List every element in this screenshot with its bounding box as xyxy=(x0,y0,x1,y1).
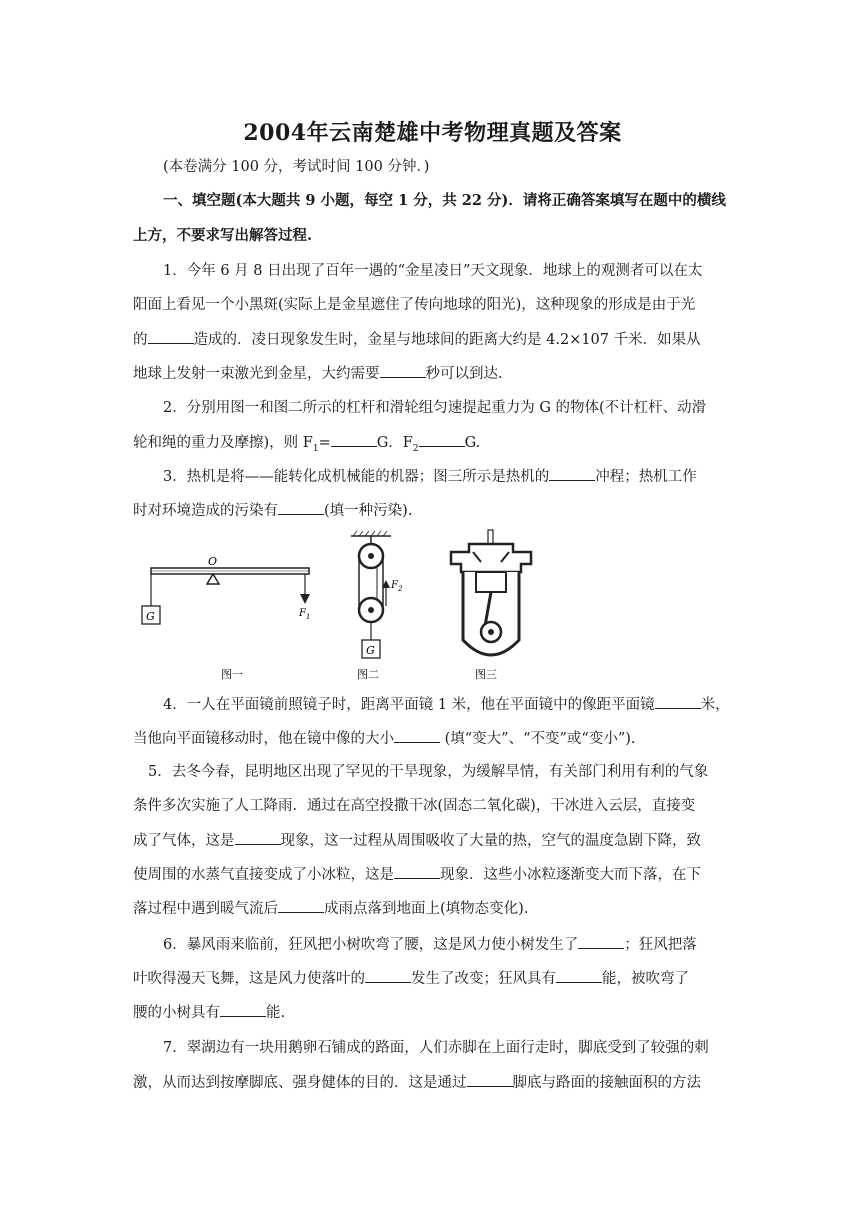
fulcrum xyxy=(207,574,219,584)
q5-line5-text-a: 落过程中遇到暖气流后 xyxy=(133,901,278,917)
answer-blank[interactable] xyxy=(278,500,324,515)
q5-line1: 5．去冬今春，昆明地区出现了罕见的干旱现象，为缓解旱情，有关部门利用有利的气象 xyxy=(148,764,709,780)
q1-line1: 1．今年 6 月 8 日出现了百年一遇的“金星凌日”天文现象．地球上的观测者可以在太 xyxy=(163,263,703,279)
pulley-figure xyxy=(351,531,403,681)
q6-line2-text-b: 发生了改变；狂风具有 xyxy=(411,971,556,987)
q6-line3 xyxy=(133,1002,743,1023)
answer-blank[interactable] xyxy=(148,329,194,344)
q4-line1-text-a: 4．一人在平面镜前照镜子时，距离平面镜 1 米，他在平面镜中的像距平面镜 xyxy=(163,697,655,713)
q7-line2 xyxy=(133,1072,743,1093)
figures-svg xyxy=(133,528,553,688)
caption-fig2: 图二 xyxy=(357,668,379,681)
page-title: 2004年云南楚雄中考物理真题及答案 xyxy=(243,120,622,146)
q4-line2 xyxy=(133,728,743,749)
force-arrow-f1 xyxy=(300,594,310,604)
q4-line1-text-b: 米， xyxy=(700,697,730,713)
q1-line3-text-a: 的 xyxy=(133,332,148,348)
q3-line2-text-b: (填一种污染). xyxy=(324,503,413,519)
q3-line1-text-b: 冲程；热机工作 xyxy=(595,469,697,485)
answer-blank[interactable] xyxy=(394,864,440,879)
q1-line3 xyxy=(133,329,743,350)
q6-line1-text-b: ；狂风把落 xyxy=(624,937,697,953)
q3-line2 xyxy=(133,500,743,521)
q2-line2-text-b: = xyxy=(318,435,331,451)
answer-blank[interactable] xyxy=(419,432,465,447)
q6-line3-text-a: 腰的小树具有 xyxy=(133,1005,220,1021)
q5-line4-text-b: 现象．这些小冰粒逐渐变大而下落，在下 xyxy=(440,867,701,883)
q2-line1: 2．分别用图一和图二所示的杠杆和滑轮组匀速提起重力为 G 的物体(不计杠杆、动滑 xyxy=(163,400,707,416)
section1-heading-line2: 上方，不要求写出解答过程. xyxy=(133,227,313,244)
q5-line3-text-b: 现象，这一过程从周围吸收了大量的热，空气的温度急剧下降，致 xyxy=(280,833,701,849)
label-f2: $F_2$ xyxy=(391,580,403,593)
q5-line5 xyxy=(133,898,743,919)
answer-blank[interactable] xyxy=(467,1072,513,1087)
section1-heading-line1: 一、填空题(本大题共 9 小题，每空 1 分，共 22 分)．请将正确答案填写在题中的横线 xyxy=(163,192,726,209)
q5-line5-text-b: 成雨点落到地面上(填物态变化). xyxy=(324,901,529,917)
q7-line1: 7．翠湖边有一块用鹅卵石铺成的路面，人们赤脚在上面行走时，脚底受到了较强的刺 xyxy=(163,1040,709,1056)
q3-line1-text-a: 3．热机是将——能转化成机械能的机器；图三所示是热机的 xyxy=(163,469,550,485)
label-g1: G xyxy=(146,610,155,623)
answer-blank[interactable] xyxy=(235,830,281,845)
q4-line1 xyxy=(163,694,773,715)
spark-plug xyxy=(488,530,493,544)
label-g2: G xyxy=(366,644,375,657)
q4-line2-text-b: (填“变大”、“不变”或“变小”). xyxy=(440,731,636,747)
label-f1: $F_1$ xyxy=(299,608,311,621)
q2-line2-text-c: G．F xyxy=(376,435,413,451)
caption-fig1: 图一 xyxy=(221,668,243,681)
engine-head xyxy=(451,544,531,572)
answer-blank[interactable] xyxy=(380,363,426,378)
q7-line2-text-a: 激，从而达到按摩脚底、强身健体的目的．这是通过 xyxy=(133,1075,467,1091)
q2-sub2: 2 xyxy=(412,443,419,454)
q6-line2-text-a: 叶吹得漫天飞舞，这是风力使落叶的 xyxy=(133,971,365,987)
caption-fig3: 图三 xyxy=(475,668,497,681)
q1-line4-text-a: 地球上发射一束激光到金星，大约需要 xyxy=(133,366,380,382)
q6-line2 xyxy=(133,968,743,989)
q2-line2-text-d: G. xyxy=(464,435,481,451)
piston xyxy=(476,572,506,592)
q2-sub1: 1 xyxy=(312,443,319,454)
q2-line2 xyxy=(133,432,743,459)
answer-blank[interactable] xyxy=(220,1002,266,1017)
answer-blank[interactable] xyxy=(331,432,377,447)
q6-line1 xyxy=(163,934,773,955)
q5-line4 xyxy=(133,864,743,885)
label-o: O xyxy=(208,555,218,568)
q2-line2-text-a: 轮和绳的重力及摩擦)，则 F xyxy=(133,435,313,451)
answer-blank[interactable] xyxy=(394,728,440,743)
q7-line2-text-b: 脚底与路面的接触面积的方法 xyxy=(512,1075,701,1091)
q1-line4 xyxy=(133,363,743,384)
q3-line1 xyxy=(163,466,773,487)
lever-figure xyxy=(142,555,310,681)
q5-line2: 条件多次实施了人工降雨．通过在高空投撒干冰(固态二氧化碳)，干冰进入云层，直接变 xyxy=(133,798,696,814)
answer-blank[interactable] xyxy=(655,694,701,709)
q1-line2: 阳面上看见一个小黑斑(实际上是金星遮住了传向地球的阳光)，这种现象的形成是由于光 xyxy=(133,297,696,313)
q4-line2-text-a: 当他向平面镜移动时，他在镜中像的大小 xyxy=(133,731,394,747)
answer-blank[interactable] xyxy=(578,934,624,949)
answer-blank[interactable] xyxy=(365,968,411,983)
q1-line3-text-b: 造成的．凌日现象发生时，金星与地球间的距离大约是 4.2×107 千米．如果从 xyxy=(193,332,701,348)
engine-figure xyxy=(451,530,531,681)
q6-line2-text-c: 能，被吹弯了 xyxy=(602,971,689,987)
q1-line4-text-b: 秒可以到达. xyxy=(425,366,503,382)
answer-blank[interactable] xyxy=(549,466,595,481)
q3-line2-text-a: 时对环境造成的污染有 xyxy=(133,503,278,519)
q6-line3-text-b: 能. xyxy=(266,1005,286,1021)
figures-panel xyxy=(133,528,553,688)
q6-line1-text-a: 6．暴风雨来临前，狂风把小树吹弯了腰，这是风力使小树发生了 xyxy=(163,937,579,953)
exam-note: (本卷满分 100 分，考试时间 100 分钟．) xyxy=(163,159,430,175)
q5-line3 xyxy=(133,830,743,851)
answer-blank[interactable] xyxy=(556,968,602,983)
answer-blank[interactable] xyxy=(278,898,324,913)
q5-line3-text-a: 成了气体，这是 xyxy=(133,833,235,849)
q5-line4-text-a: 使周围的水蒸气直接变成了小冰粒，这是 xyxy=(133,867,394,883)
